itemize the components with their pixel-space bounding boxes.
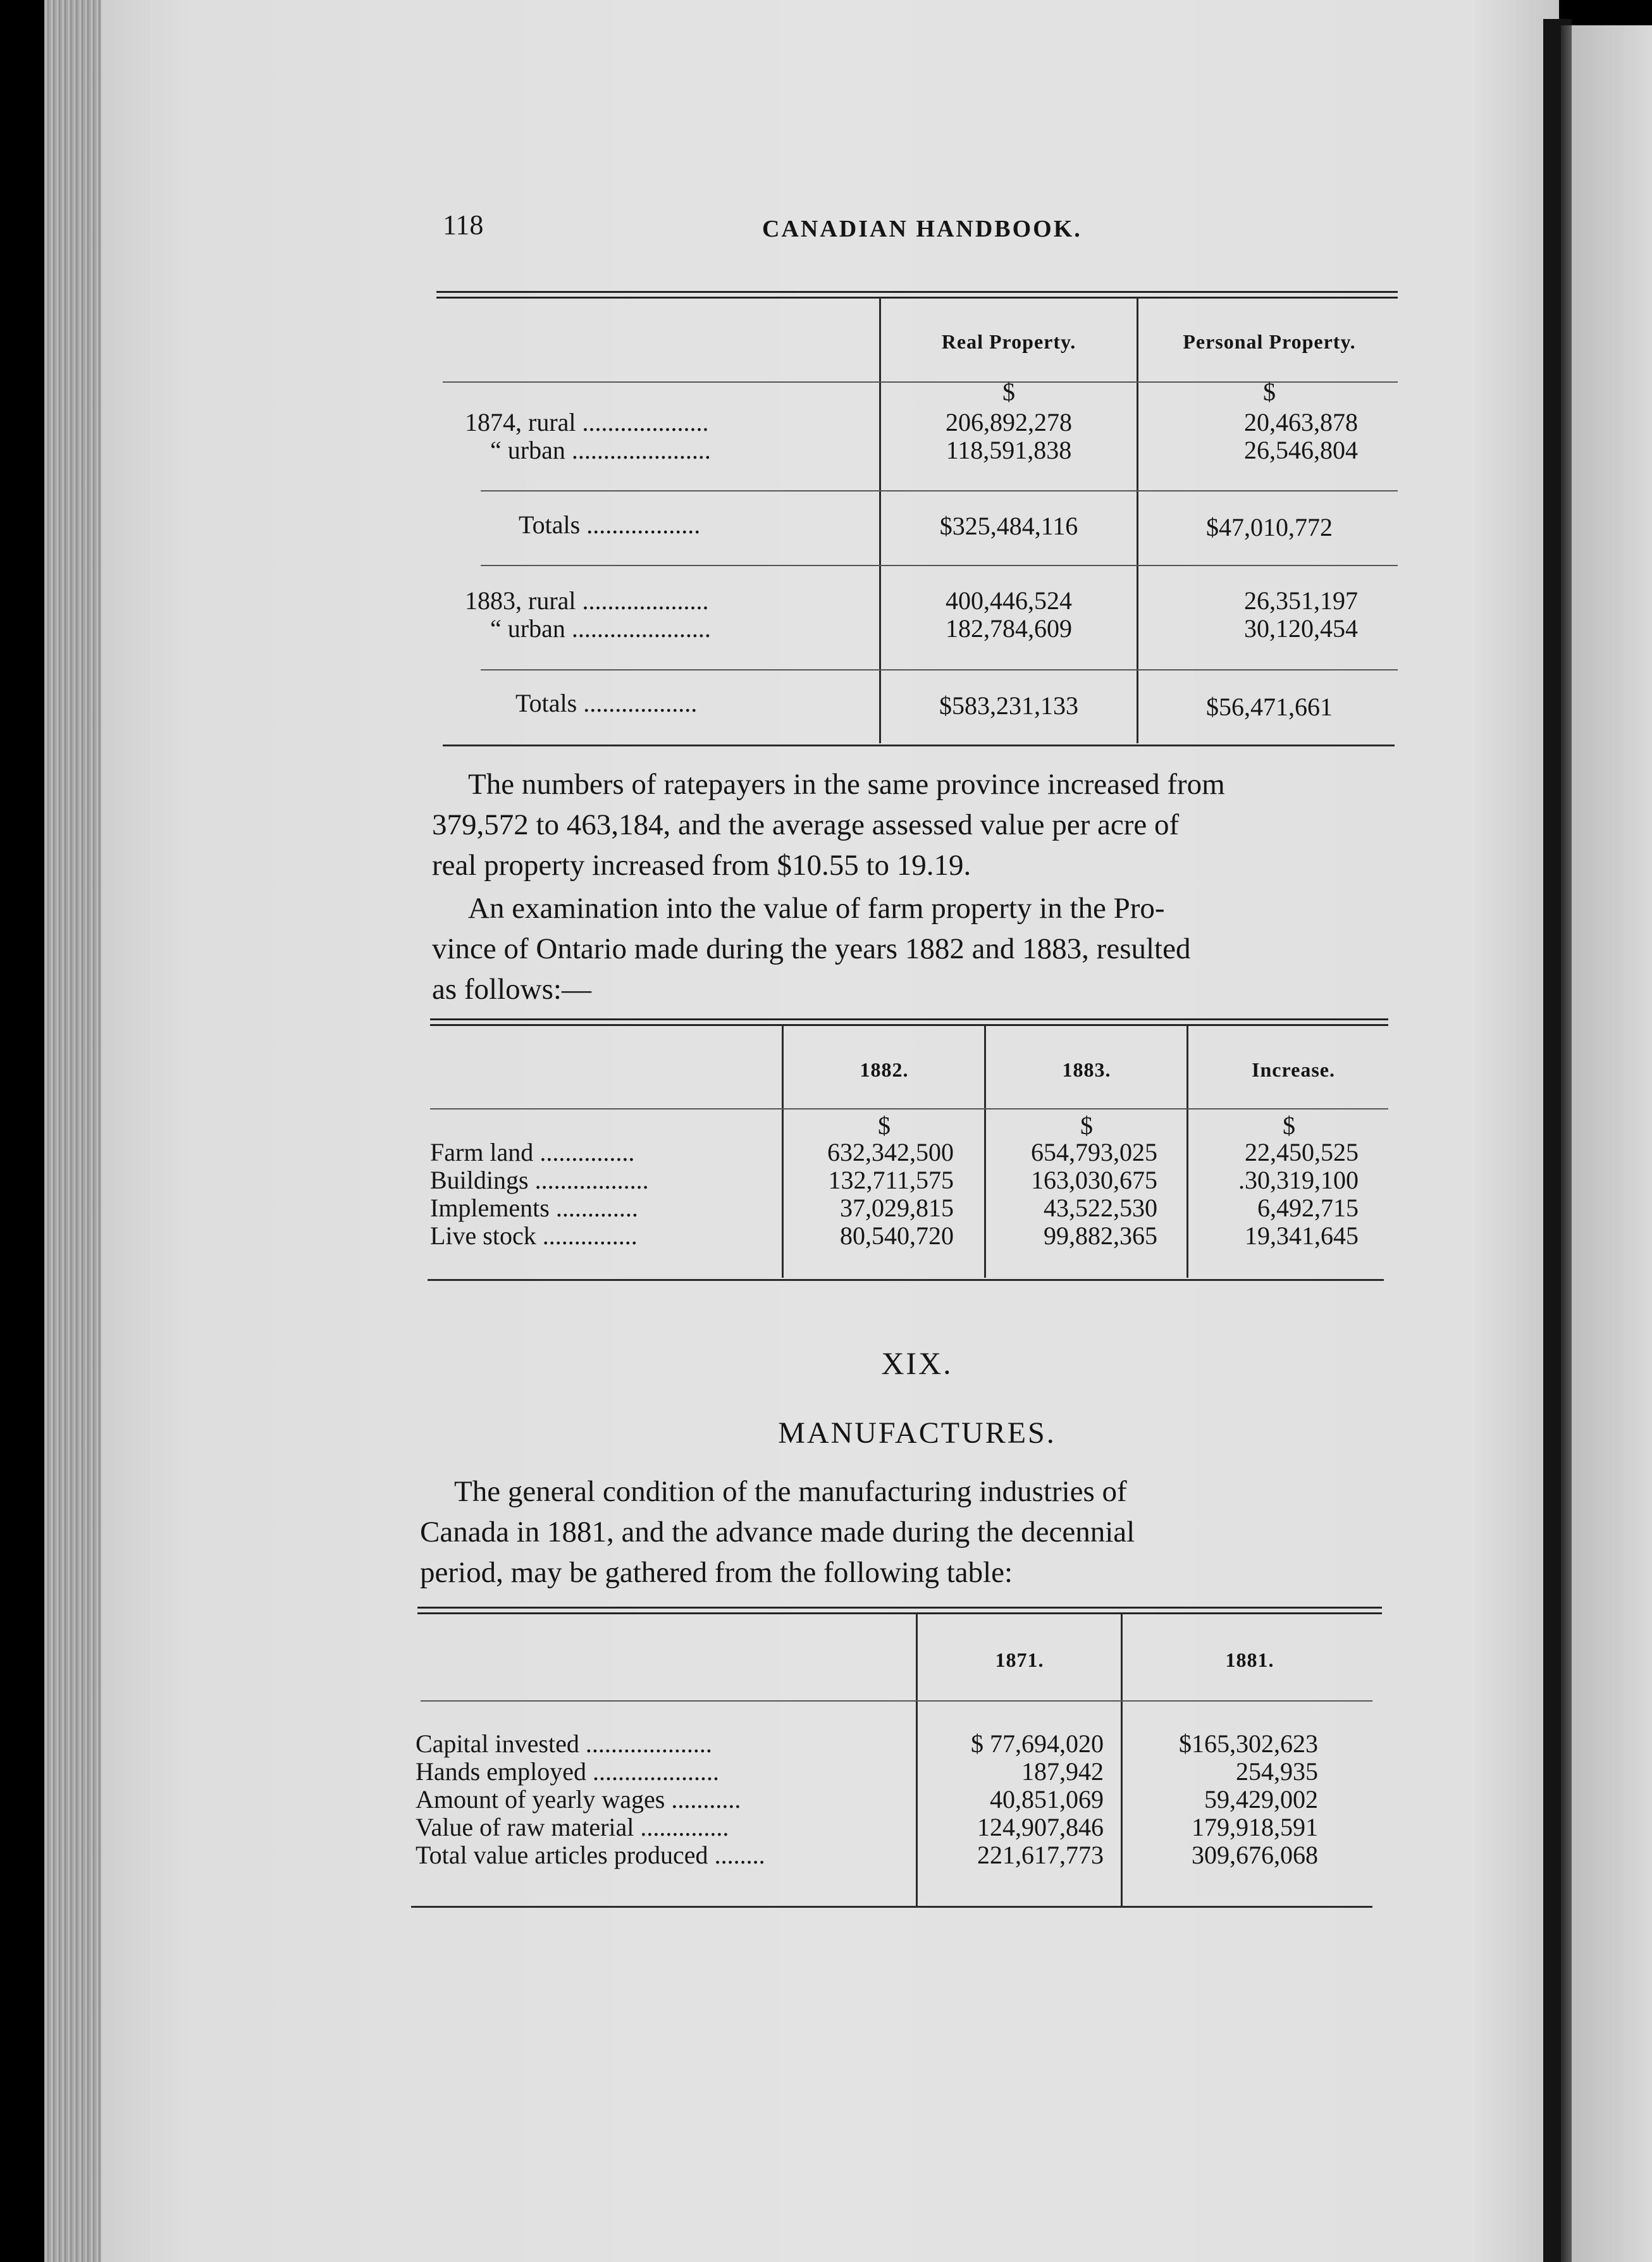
page-number: 118 <box>443 209 484 240</box>
cell-1882: 80,540,720 <box>840 1221 954 1250</box>
cell-1883: 163,030,675 <box>1031 1166 1157 1194</box>
text-line: real property increased from $10.55 to 19.19. <box>432 849 971 882</box>
cell-personal: 26,351,197 <box>1244 586 1358 615</box>
cell-personal-total: $47,010,772 <box>1206 513 1333 541</box>
row-label-totals: Totals .................. <box>519 510 701 539</box>
table-top-rule <box>417 1607 1382 1614</box>
cell-1883: 43,522,530 <box>1044 1194 1157 1222</box>
column-rule <box>782 1025 784 1278</box>
text-line: The general condition of the manufacturing industries of <box>454 1475 1127 1508</box>
cell-personal: 20,463,878 <box>1244 408 1358 436</box>
cell-personal: 26,546,804 <box>1244 436 1358 464</box>
table-bottom-rule <box>411 1906 1372 1908</box>
cell-real: 182,784,609 <box>946 614 1072 643</box>
table-top-rule <box>436 291 1398 299</box>
row-label: Farm land ............... <box>430 1138 635 1166</box>
section-title: MANUFACTURES. <box>778 1416 1056 1450</box>
column-header-1882: 1882. <box>860 1058 909 1081</box>
column-header-1871: 1871. <box>995 1648 1044 1671</box>
cell-increase: 22,450,525 <box>1245 1138 1359 1166</box>
cell-personal-total: $56,471,661 <box>1206 693 1333 721</box>
cell-1871: $ 77,694,020 <box>971 1729 1104 1758</box>
text-line: The numbers of ratepayers in the same province increased from <box>468 768 1225 801</box>
currency-symbol: $ <box>1002 378 1015 406</box>
cell-1882: 132,711,575 <box>828 1166 954 1194</box>
column-rule <box>1121 1613 1123 1907</box>
column-header-increase: Increase. <box>1252 1058 1335 1081</box>
row-label: Live stock ............... <box>430 1221 638 1250</box>
currency-symbol: $ <box>1263 378 1276 406</box>
cell-increase: 19,341,645 <box>1245 1221 1359 1250</box>
section-number: XIX. <box>881 1345 953 1381</box>
cell-1881: 309,676,068 <box>1192 1841 1318 1869</box>
row-label: Amount of yearly wages ........... <box>416 1785 741 1814</box>
cell-real: 118,591,838 <box>946 436 1072 464</box>
text-line: 379,572 to 463,184, and the average assessed value per acre of <box>432 808 1180 841</box>
cell-1882: 632,342,500 <box>827 1138 954 1166</box>
currency-symbol: $ <box>878 1111 891 1140</box>
header-rule <box>421 1700 1372 1702</box>
column-rule <box>1187 1025 1188 1278</box>
cell-1881: 179,918,591 <box>1192 1813 1318 1841</box>
cell-1881: 254,935 <box>1236 1757 1318 1786</box>
column-header-1881: 1881. <box>1225 1648 1274 1671</box>
column-rule <box>984 1025 986 1278</box>
column-rule <box>1137 297 1138 743</box>
row-label: 1883, rural .................... <box>465 586 709 615</box>
cell-1871: 124,907,846 <box>977 1813 1104 1841</box>
row-label: “ urban ...................... <box>490 436 711 464</box>
cell-real-total: $583,231,133 <box>939 691 1078 720</box>
table-bottom-rule <box>428 1279 1384 1281</box>
table-bottom-rule <box>443 745 1395 746</box>
row-label: Hands employed .................... <box>416 1757 719 1786</box>
row-label: “ urban ...................... <box>490 614 711 643</box>
column-header-1883: 1883. <box>1062 1058 1111 1081</box>
text-line: as follows:— <box>432 973 591 1006</box>
facing-page <box>1572 25 1652 2262</box>
row-label: Total value articles produced ........ <box>416 1841 765 1869</box>
text-line: period, may be gathered from the following table: <box>420 1556 1013 1589</box>
currency-symbol: $ <box>1080 1111 1093 1140</box>
header-rule <box>430 1108 1388 1109</box>
row-label: 1874, rural .................... <box>465 408 709 436</box>
currency-symbol: $ <box>1283 1111 1295 1140</box>
cell-1881: $165,302,623 <box>1179 1729 1318 1758</box>
cell-increase: .30,319,100 <box>1238 1166 1359 1194</box>
cell-increase: 6,492,715 <box>1257 1194 1359 1222</box>
cell-1883: 654,793,025 <box>1031 1138 1157 1166</box>
cell-1871: 221,617,773 <box>977 1841 1104 1869</box>
text-line: An examination into the value of farm property in the Pro- <box>468 892 1165 925</box>
column-rule <box>879 297 881 743</box>
row-rule <box>481 565 1398 566</box>
cell-1882: 37,029,815 <box>840 1194 954 1222</box>
cell-1883: 99,882,365 <box>1044 1221 1157 1250</box>
column-rule <box>916 1613 918 1907</box>
row-label-totals: Totals .................. <box>515 689 698 717</box>
row-rule <box>481 490 1398 491</box>
cell-1871: 187,942 <box>1021 1757 1104 1786</box>
row-label: Capital invested .................... <box>416 1729 712 1758</box>
cell-1881: 59,429,002 <box>1204 1785 1318 1814</box>
cell-personal: 30,120,454 <box>1244 614 1358 643</box>
row-rule <box>481 669 1398 671</box>
column-header-real: Real Property. <box>941 330 1076 353</box>
running-title: CANADIAN HANDBOOK. <box>762 216 1082 242</box>
text-line: vince of Ontario made during the years 1882 and 1883, resulted <box>432 932 1191 965</box>
cell-real: 206,892,278 <box>946 408 1072 436</box>
cell-real: 400,446,524 <box>946 586 1072 615</box>
column-header-personal: Personal Property. <box>1183 330 1356 353</box>
row-label: Buildings .................. <box>430 1166 649 1194</box>
row-label: Value of raw material .............. <box>416 1813 729 1841</box>
row-label: Implements ............. <box>430 1194 638 1222</box>
text-line: Canada in 1881, and the advance made during the decennial <box>420 1516 1135 1548</box>
cell-real-total: $325,484,116 <box>939 512 1078 540</box>
table-top-rule <box>430 1018 1388 1026</box>
cell-1871: 40,851,069 <box>990 1785 1104 1814</box>
